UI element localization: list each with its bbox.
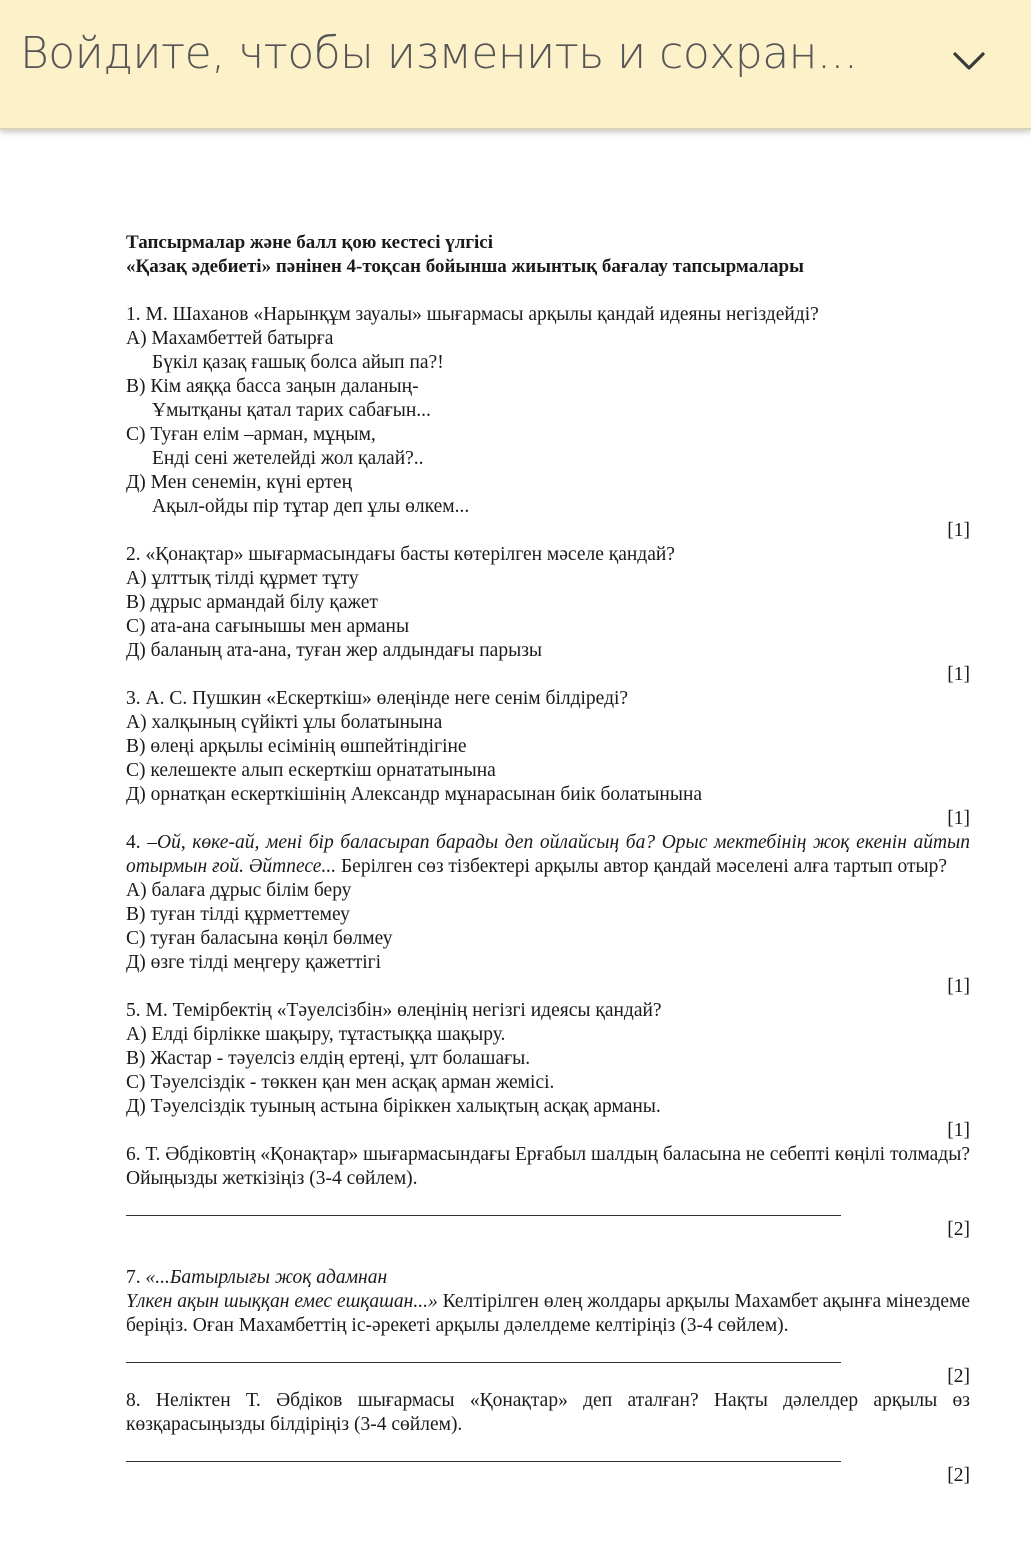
- document-page: [126, 231, 970, 1488]
- score-label: [1]: [947, 1120, 970, 1141]
- option-b: В) Кім аяққа басса заңын даланың-: [126, 376, 419, 397]
- question-prompt: Келтірілген өлең жолдары арқылы Махамбет ақынға мінездеме беріңіз. Оған Махамбеттің іс-әрекеті арқылы дәлелдеме келтіріңіз (3-4 сөйлем).: [126, 1291, 971, 1336]
- question-text: 6. Т. Әбдіковтің «Қонақтар» шығармасындағы Ерғабыл шалдың баласына не себепті көңілі толмады? Ойыңызды жеткізіңіз (3-4 сөйлем).: [126, 1144, 970, 1189]
- question-number: 7.: [126, 1267, 141, 1288]
- question-text: 1. М. Шаханов «Нарынқұм зауалы» шығармасы арқылы қандай идеяны негіздейді?: [126, 304, 819, 325]
- option-a: А) Елді бірлікке шақыру, тұтастыққа шақыру.: [126, 1024, 506, 1045]
- question-quote: –Ой, көке-ай, мені бір баласырап барады деп ойлайсың ба? Орыс мектебінің жоқ екенін айтып отырмын ғой. Әйтпесе...: [126, 832, 971, 877]
- option-b: В) Жастар - тәуелсіз елдің ертеңі, ұлт болашағы.: [126, 1048, 531, 1069]
- option-a: А) балаға дұрыс білім беру: [126, 880, 352, 901]
- option-d: Д) өзге тілді меңгеру қажеттігі: [126, 952, 382, 973]
- option-b: В) дұрыс армандай білу қажет: [126, 592, 378, 613]
- score-label: [2]: [947, 1366, 970, 1387]
- question-text: [126, 831, 970, 879]
- question-text: 3. А. С. Пушкин «Ескерткіш» өлеңінде неге сенім білдіреді?: [126, 688, 629, 709]
- option-c: С) Туған елім –арман, мұңым,: [126, 424, 376, 445]
- option-b: В) өлеңі арқылы есімінің өшпейтіндігіне: [126, 736, 467, 757]
- score-label: [2]: [947, 1219, 970, 1240]
- question-quote-line2: Үлкен ақын шыққан емес ешқашан...»: [126, 1291, 438, 1312]
- question-text: [126, 1290, 970, 1338]
- question-5: [126, 999, 970, 1143]
- option-a-line2: Бүкіл қазақ ғашық болса айып па?!: [152, 352, 444, 373]
- question-3: [126, 687, 970, 831]
- question-prompt: Берілген сөз тізбектері арқылы автор қандай мәселені алға тартып отыр?: [340, 856, 948, 877]
- score-label: [1]: [947, 808, 970, 829]
- question-text: 2. «Қонақтар» шығармасындағы басты көтерілген мәселе қандай?: [126, 544, 675, 565]
- option-d: Д) баланың ата-ана, туған жер алдындағы парызы: [126, 640, 542, 661]
- option-d: Д) Мен сенемін, күні ертең: [126, 472, 353, 493]
- answer-line[interactable]: [126, 1191, 841, 1216]
- score-label: [1]: [947, 976, 970, 997]
- question-text: 5. М. Темірбектің «Тәуелсізбін» өлеңінің негізгі идеясы қандай?: [126, 1000, 662, 1021]
- option-a: А) Махамбеттей батырға: [126, 328, 334, 349]
- signin-banner[interactable]: [0, 0, 1031, 130]
- score-label: [1]: [947, 664, 970, 685]
- answer-line[interactable]: [126, 1338, 841, 1363]
- quote-text: «...Батырлығы жоқ адамнан: [145, 1267, 388, 1288]
- question-number: 4.: [126, 832, 141, 853]
- option-a: А) ұлттық тілді құрмет тұту: [126, 568, 359, 589]
- doc-heading-1: Тапсырмалар және балл қою кестесі үлгісі: [126, 232, 494, 253]
- question-8: [126, 1389, 970, 1488]
- question-2: [126, 543, 970, 687]
- answer-line[interactable]: [126, 1437, 841, 1462]
- question-quote-line1: [126, 1266, 970, 1290]
- question-7: [126, 1266, 970, 1389]
- question-1: [126, 303, 970, 543]
- banner-title[interactable]: Войдите, чтобы изменить и сохран...: [20, 28, 858, 79]
- score-label: [1]: [947, 520, 970, 541]
- question-6: [126, 1143, 970, 1266]
- option-c: С) Тәуелсіздік - төккен қан мен асқақ арман жемісі.: [126, 1072, 555, 1093]
- option-c: С) келешекте алып ескерткіш орнататынына: [126, 760, 496, 781]
- option-c-line2: Енді сені жетелейді жол қалай?..: [152, 448, 424, 469]
- option-b-line2: Ұмытқаны қатал тарих сабағын...: [152, 400, 431, 421]
- doc-heading-2: «Қазақ әдебиеті» пәнінен 4-тоқсан бойынша жиынтық бағалау тапсырмалары: [126, 256, 804, 277]
- question-text: 8. Неліктен Т. Әбдіков шығармасы «Қонақтар» деп аталған? Нақты дәлелдер арқылы өз көзқарасыңызды білдіріңіз (3-4 сөйлем).: [126, 1390, 970, 1435]
- option-d-line2: Ақыл-ойды пір тұтар деп ұлы өлкем...: [152, 496, 470, 517]
- option-d: Д) Тәуелсіздік туының астына біріккен халықтың асқақ арманы.: [126, 1096, 661, 1117]
- option-a: А) халқының сүйікті ұлы болатынына: [126, 712, 443, 733]
- question-4: [126, 831, 970, 999]
- option-c: С) ата-ана сағынышы мен арманы: [126, 616, 410, 637]
- option-c: С) туған баласына көңіл бөлмеу: [126, 928, 393, 949]
- score-label: [2]: [947, 1465, 970, 1486]
- option-b: В) туған тілді құрметтемеу: [126, 904, 350, 925]
- option-d: Д) орнатқан ескерткішінің Александр мұнарасынан биік болатынына: [126, 784, 703, 805]
- chevron-down-icon[interactable]: [948, 40, 990, 82]
